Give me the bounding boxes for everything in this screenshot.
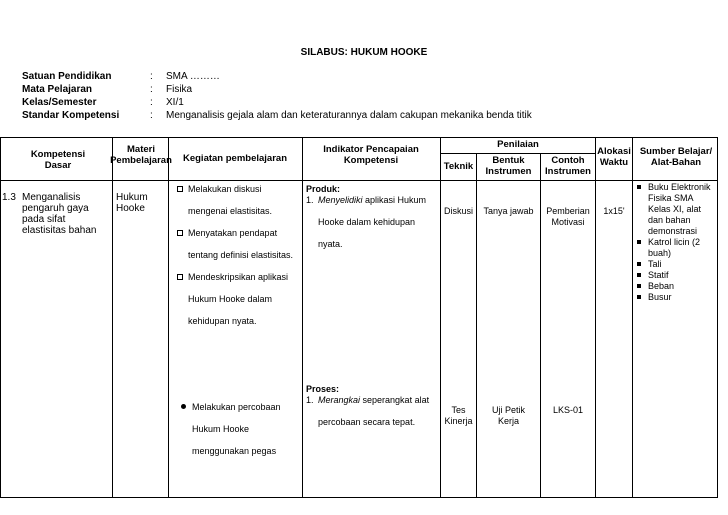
kompetensi-number: 1.3 [2, 192, 16, 203]
sumber-item: Katrol licin (2 buah) [636, 237, 716, 259]
header-materi: Materi Pembelajaran [110, 144, 172, 166]
table-border-top [0, 137, 718, 138]
info-colon: : [150, 110, 153, 121]
kegiatan-item: Melakukan diskusi mengenai elastisitas. [176, 178, 300, 222]
info-value: Fisika [166, 84, 193, 95]
info-row-satuan [0, 71, 728, 83]
indikator-number: 1. [306, 395, 314, 405]
indikator-item [306, 389, 438, 433]
info-label: Mata Pelajaran [22, 84, 93, 95]
col-divider [168, 137, 169, 498]
info-row-standar [0, 110, 728, 122]
info-row-mapel [0, 84, 728, 96]
indikator-text: aplikasi Hukum Hooke dalam kehidupan nyata. [318, 195, 427, 249]
proses-label: Proses: [306, 384, 340, 394]
info-value: SMA ……… [166, 71, 220, 82]
kegiatan-item: Melakukan percobaan Hukum Hooke menggunakan pegas [180, 396, 298, 462]
table-header-bottom [0, 180, 718, 181]
info-label: Kelas/Semester [22, 97, 97, 108]
produk-label: Produk: [306, 184, 341, 194]
bentuk-proses: Uji Petik Kerja [491, 405, 525, 426]
info-label: Satuan Pendidikan [22, 71, 112, 82]
contoh-produk: Pemberian Motivasi [546, 206, 590, 227]
col-divider [302, 137, 303, 498]
kegiatan-proses [180, 396, 298, 462]
sumber-item: Busur [636, 292, 716, 303]
info-colon: : [150, 71, 153, 82]
table-border-left [0, 137, 1, 498]
header-sumber: Sumber Belajar/ Alat-Bahan [639, 146, 713, 168]
indikator-item [306, 189, 438, 255]
contoh-proses: LKS-01 [552, 405, 584, 415]
materi-pembelajaran: Hukum Hooke [116, 192, 148, 214]
sumber-item: Tali [636, 259, 716, 270]
header-bentuk: Bentuk Instrumen [485, 155, 532, 177]
header-alokasi: Alokasi Waktu [597, 146, 631, 168]
header-kegiatan: Kegiatan pembelajaran [182, 153, 287, 164]
sumber-item: Buku Elektronik Fisika SMA Kelas XI, alat dan bahan demonstrasi [636, 182, 716, 237]
indikator-proses [306, 384, 438, 433]
table-penilaian-divider [440, 153, 595, 154]
col-divider [476, 153, 477, 498]
col-divider [595, 137, 596, 498]
indikator-verb: Menyelidiki [318, 195, 363, 205]
teknik-proses: Tes Kinerja [444, 405, 473, 426]
info-colon: : [150, 84, 153, 95]
bentuk-produk: Tanya jawab [483, 206, 534, 216]
indikator-produk [306, 184, 438, 255]
kegiatan-item: Menyatakan pendapat tentang definisi elastisitas. [176, 222, 300, 266]
col-divider [540, 153, 541, 498]
info-value: XI/1 [166, 97, 184, 108]
col-divider [632, 137, 633, 498]
info-row-kelas [0, 97, 728, 109]
kompetensi-dasar [2, 192, 112, 236]
indikator-text: seperangkat alat percobaan secara tepat. [318, 395, 430, 427]
header-indikator: Indikator Pencapaian Kompetensi [323, 144, 419, 166]
table-border-bottom [0, 497, 718, 498]
col-divider [112, 137, 113, 498]
kompetensi-text: Menganalisis pengaruh gaya pada sifat elastisitas bahan [22, 192, 97, 236]
info-colon: : [150, 97, 153, 108]
teknik-produk: Diskusi [443, 206, 473, 216]
col-divider [440, 137, 441, 498]
sumber-belajar [636, 182, 716, 303]
indikator-number: 1. [306, 195, 314, 205]
kegiatan-item: Mendeskripsikan aplikasi Hukum Hooke dalam kehidupan nyata. [176, 266, 300, 332]
kegiatan-produk [176, 178, 300, 332]
sumber-item: Beban [636, 281, 716, 292]
info-label: Standar Kompetensi [22, 110, 120, 121]
sumber-item: Statif [636, 270, 716, 281]
indikator-verb: Merangkai [318, 395, 361, 405]
table-border-right [717, 137, 718, 498]
header-kompetensi: Kompetensi Dasar [30, 149, 86, 171]
syllabus-info [0, 71, 728, 131]
header-contoh: Contoh Instrumen [545, 155, 591, 177]
info-value: Menganalisis gejala alam dan keteraturannya dalam cakupan mekanika benda titik [166, 110, 532, 121]
header-penilaian: Penilaian [497, 139, 539, 150]
page-title: SILABUS: HUKUM HOOKE [300, 47, 428, 58]
header-teknik: Teknik [443, 161, 474, 172]
alokasi-waktu: 1x15' [603, 206, 625, 216]
